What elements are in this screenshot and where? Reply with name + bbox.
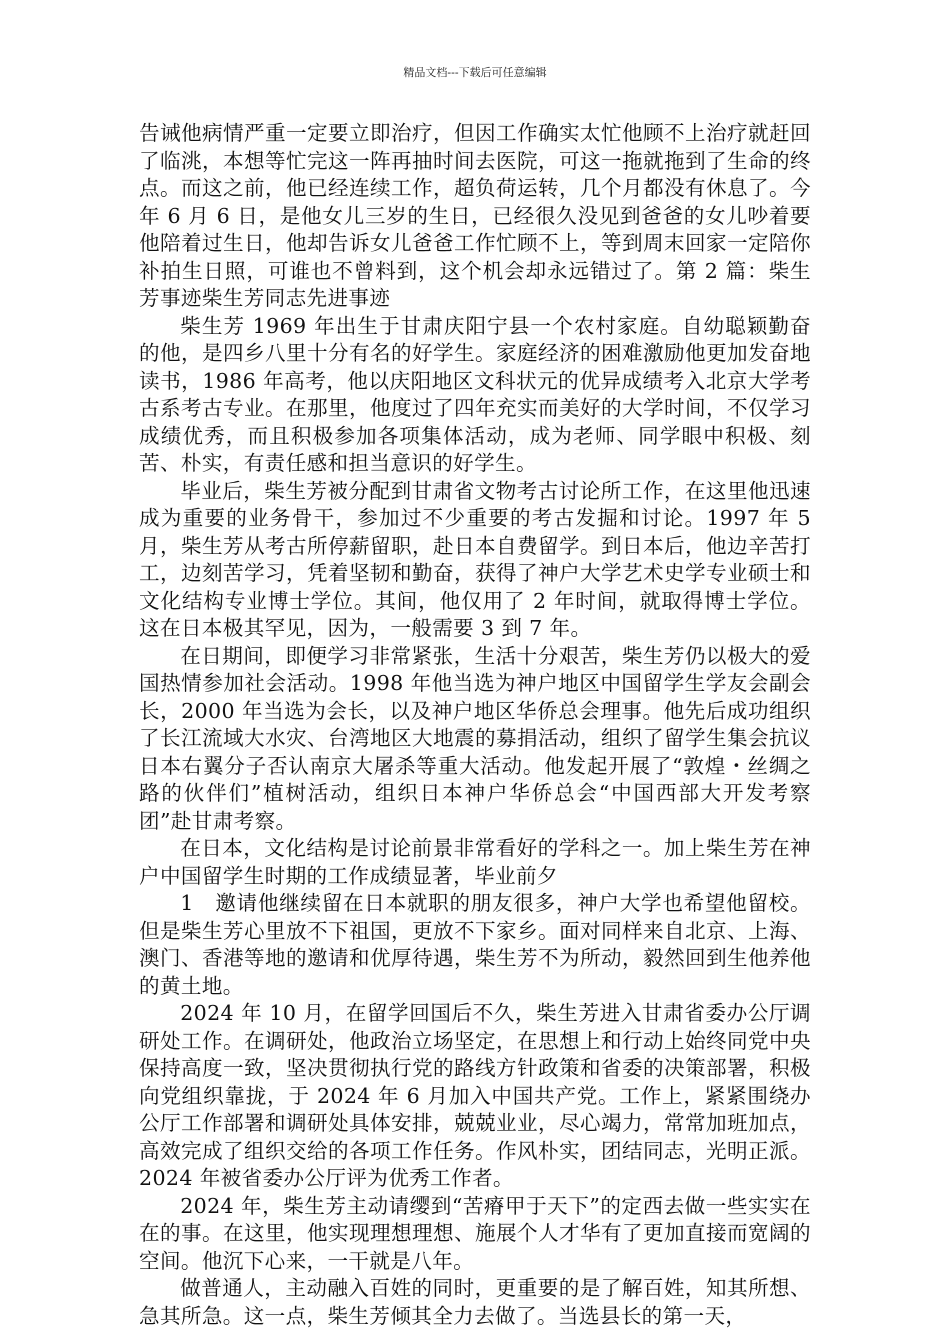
paragraph: 做普通人，主动融入百姓的同时，更重要的是了解百姓，知其所想、急其所急。这一点，柴生芳倾其全力去做了。当选县长的第一天， (139, 1276, 811, 1328)
paragraph: 在日本，文化结构是讨论前景非常看好的学科之一。加上柴生芳在神户中国留学生时期的工作成绩显著，毕业前夕 (139, 836, 811, 888)
paragraph: 柴生芳 1969 年出生于甘肃庆阳宁县一个农村家庭。自幼聪颖勤奋的他，是四乡八里十分有名的好学生。家庭经济的困难激励他更加发奋地读书，1986 年高考，他以庆阳地区文科状元的优异成绩考入北京大学考古系考古专业。在那里，他度过了四年充实而美好的大学时间，不仅学习成绩优秀，而且积极参加各项集体活动，成为老师、同学眼中积极、刻苦、朴实，有责任感和担当意识的好学生。 (139, 313, 811, 475)
paragraph: 2024 年 10 月，在留学回国后不久，柴生芳进入甘肃省委办公厅调研处工作。在调研处，他政治立场坚定，在思想上和行动上始终同党中央保持高度一致，坚决贯彻执行党的路线方针政策和省委的决策部署，积极向党组织靠拢，于 2024 年 6 月加入中国共产党。工作上，紧紧围绕办公厅工作部署和调研处具体安排，兢兢业业，尽心竭力，常常加班加点，高效完成了组织交给的各项工作任务。作风朴实，团结同志，光明正派。2024 年被省委办公厅评为优秀工作者。 (139, 1001, 811, 1190)
paragraph: 毕业后，柴生芳被分配到甘肃省文物考古讨论所工作，在这里他迅速成为重要的业务骨干，参加过不少重要的考古发掘和讨论。1997 年 5 月，柴生芳从考古所停薪留职，赴日本自费留学。到日本后，他边辛苦打工，边刻苦学习，凭着坚韧和勤奋，获得了神户大学艺术史学专业硕士和文化结构专业博士学位。其间，他仅用了 2 年时间，就取得博士学位。这在日本极其罕见，因为，一般需要 3 到 7 年。 (139, 478, 811, 640)
paragraph: 2024 年，柴生芳主动请缨到“苦瘠甲于天下”的定西去做一些实实在在的事。在这里，他实现理想理想、施展个人才华有了更加直接而宽阔的空间。他沉下心来，一干就是八年。 (139, 1193, 811, 1273)
paragraph: 在日期间，即便学习非常紧张，生活十分艰苦，柴生芳仍以极大的爱国热情参加社会活动。1998 年他当选为神户地区中国留学生学友会副会长，2000 年当选为会长，以及神户地区华侨总会理事。他先后成功组织了长江流域大水灾、台湾地区大地震的募捐活动，组织了留学生集会抗议日本右翼分子否认南京大屠杀等重大活动。他发起开展了“敦煌・丝绸之路的伙伴们”植树活动，组织日本神户华侨总会“中国西部大开发考察团”赴甘肃考察。 (139, 643, 811, 833)
paragraph: 告诫他病情严重一定要立即治疗，但因工作确实太忙他顾不上治疗就赶回了临洮，本想等忙完这一阵再抽时间去医院，可这一拖就拖到了生命的终点。而这之前，他已经连续工作，超负荷运转，几个月都没有休息了。今年 6 月 6 日，是他女儿三岁的生日，已经很久没见到爸爸的女儿吵着要他陪着过生日，他却告诉女儿爸爸工作忙顾不上，等到周末回家一定陪你补拍生日照，可谁也不曾料到，这个机会却永远错过了。第 2 篇：柴生芳事迹柴生芳同志先进事迹 (139, 121, 811, 310)
paragraph: 1 邀请他继续留在日本就职的朋友很多，神户大学也希望他留校。但是柴生芳心里放不下祖国，更放不下家乡。面对同样来自北京、上海、澳门、香港等地的邀请和优厚待遇，柴生芳不为所动，毅然回到生他养他的黄土地。 (139, 891, 811, 998)
page-header: 精品文档---下载后可任意编辑 (403, 66, 547, 79)
document-body (139, 120, 811, 1330)
